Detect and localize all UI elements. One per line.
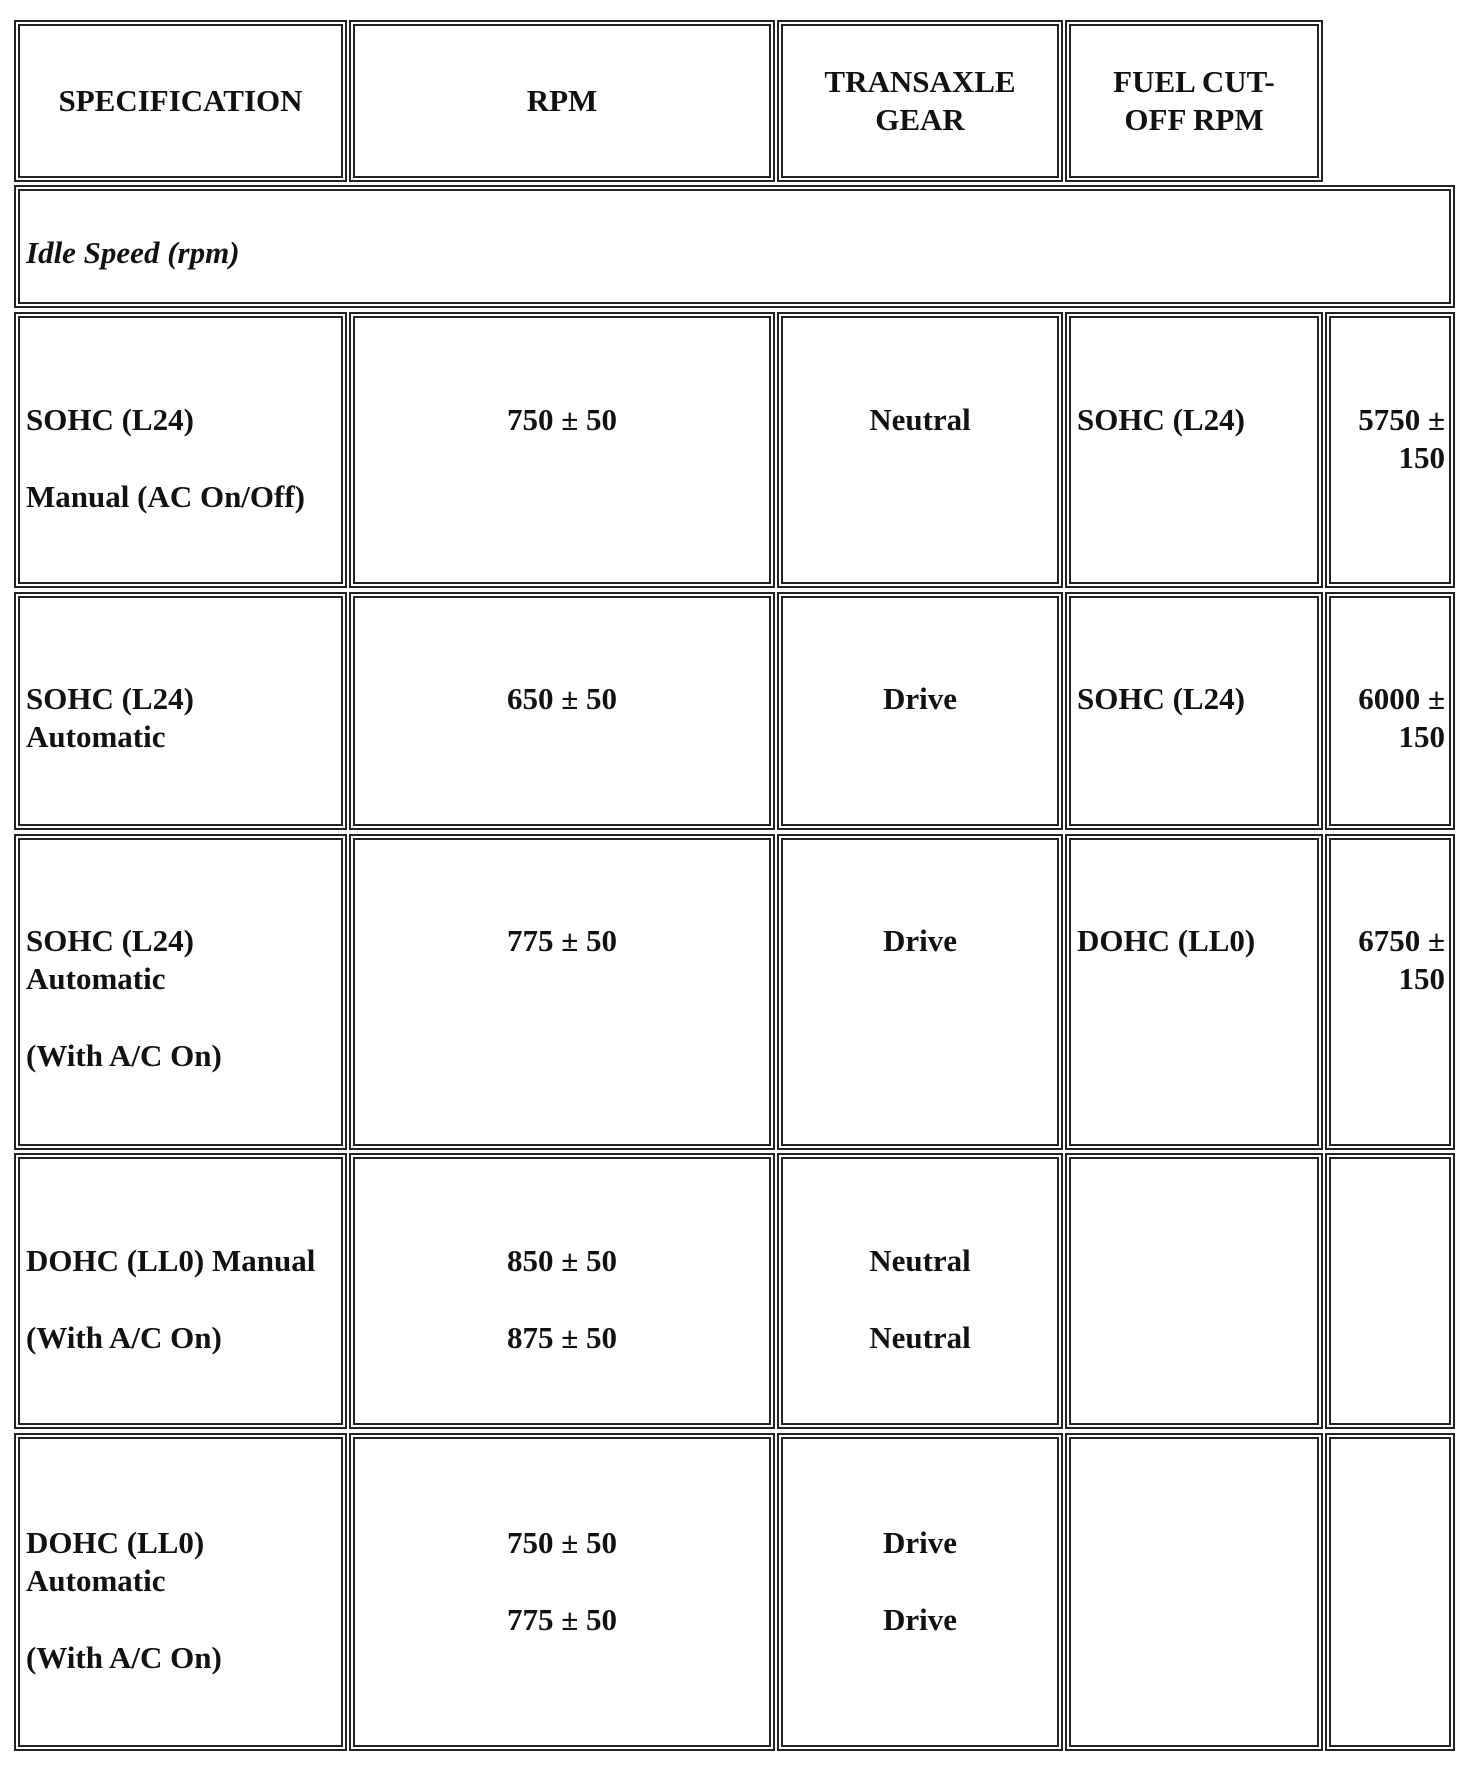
- table-row-5-fuel-cut: [1325, 1433, 1455, 1751]
- spec-line: SOHC (L24): [26, 681, 194, 716]
- spec-line: (With A/C On): [26, 1640, 222, 1675]
- fuel-cut-line: 150: [1398, 719, 1445, 754]
- table-row-1-engine: [1065, 312, 1323, 588]
- fuel-cut-line: 150: [1398, 440, 1445, 475]
- spec-line: Automatic: [26, 1563, 166, 1598]
- table-row-3-rpm: [349, 834, 775, 1150]
- engine-value: SOHC (L24): [1077, 681, 1245, 716]
- header-specification: [14, 20, 347, 182]
- fuel-cut-line: 150: [1398, 961, 1445, 996]
- table-row-5-engine: [1065, 1433, 1323, 1751]
- engine-value: SOHC (L24): [1077, 402, 1245, 437]
- rpm-value: 750 ± 50: [506, 402, 617, 437]
- spec-line: DOHC (LL0): [26, 1525, 205, 1560]
- spec-line: DOHC (LL0) Manual: [26, 1243, 316, 1278]
- header-fuel-cut-off-rpm: [1065, 20, 1323, 182]
- spec-line: (With A/C On): [26, 1320, 222, 1355]
- fuel-cut-line: 5750 ±: [1358, 402, 1445, 437]
- table-row-2-fuel-cut: [1325, 592, 1455, 830]
- table-row-2-gear: [777, 592, 1063, 830]
- rpm-value: 775 ± 50: [506, 923, 617, 958]
- table-row-2-spec: [14, 592, 347, 830]
- gear-value: Neutral: [869, 1243, 971, 1278]
- fuel-cut-line: 6750 ±: [1358, 923, 1445, 958]
- table-row-4-engine: [1065, 1153, 1323, 1429]
- table-row-2-engine: [1065, 592, 1323, 830]
- spec-line: (With A/C On): [26, 1038, 222, 1073]
- fuel-cut-line: 6000 ±: [1358, 681, 1445, 716]
- rpm-value: 875 ± 50: [506, 1320, 617, 1355]
- header-rpm-text: RPM: [526, 83, 598, 118]
- engine-value: DOHC (LL0): [1077, 923, 1256, 958]
- section-row: [14, 185, 1455, 308]
- header-transaxle-gear-text: TRANSAXLE GEAR: [824, 64, 1016, 137]
- table-row-2-rpm: [349, 592, 775, 830]
- gear-value: Drive: [882, 681, 958, 716]
- table-row-1-fuel-cut: [1325, 312, 1455, 588]
- table-row-4-gear: [777, 1153, 1063, 1429]
- section-title: Idle Speed (rpm): [26, 235, 240, 270]
- spec-line: SOHC (L24): [26, 402, 194, 437]
- rpm-value: 650 ± 50: [506, 681, 617, 716]
- table-row-3-spec: [14, 834, 347, 1150]
- table-row-5-rpm: [349, 1433, 775, 1751]
- spec-line: Automatic: [26, 961, 166, 996]
- table-row-3-gear: [777, 834, 1063, 1150]
- table-row-4-spec: [14, 1153, 347, 1429]
- table-row-3-fuel-cut: [1325, 834, 1455, 1150]
- spec-line: Manual (AC On/Off): [26, 479, 305, 514]
- header-specification-text: SPECIFICATION: [58, 83, 303, 118]
- spec-line: Automatic: [26, 719, 166, 754]
- rpm-value: 750 ± 50: [506, 1525, 617, 1560]
- gear-value: Drive: [882, 923, 958, 958]
- gear-value: Neutral: [869, 402, 971, 437]
- gear-value: Neutral: [869, 1320, 971, 1355]
- table-row-1-gear: [777, 312, 1063, 588]
- table-row-5-spec: [14, 1433, 347, 1751]
- header-transaxle-gear: [777, 20, 1063, 182]
- rpm-value: 850 ± 50: [506, 1243, 617, 1278]
- spec-line: SOHC (L24): [26, 923, 194, 958]
- table-row-4-rpm: [349, 1153, 775, 1429]
- header-rpm: [349, 20, 775, 182]
- gear-value: Drive: [882, 1602, 958, 1637]
- table-row-5-gear: [777, 1433, 1063, 1751]
- table-row-4-fuel-cut: [1325, 1153, 1455, 1429]
- header-fuel-cut-off-rpm-text: FUEL CUT-OFF RPM: [1113, 64, 1275, 137]
- table-row-1-rpm: [349, 312, 775, 588]
- table-row-1-spec: [14, 312, 347, 588]
- rpm-value: 775 ± 50: [506, 1602, 617, 1637]
- table-row-3-engine: [1065, 834, 1323, 1150]
- gear-value: Drive: [882, 1525, 958, 1560]
